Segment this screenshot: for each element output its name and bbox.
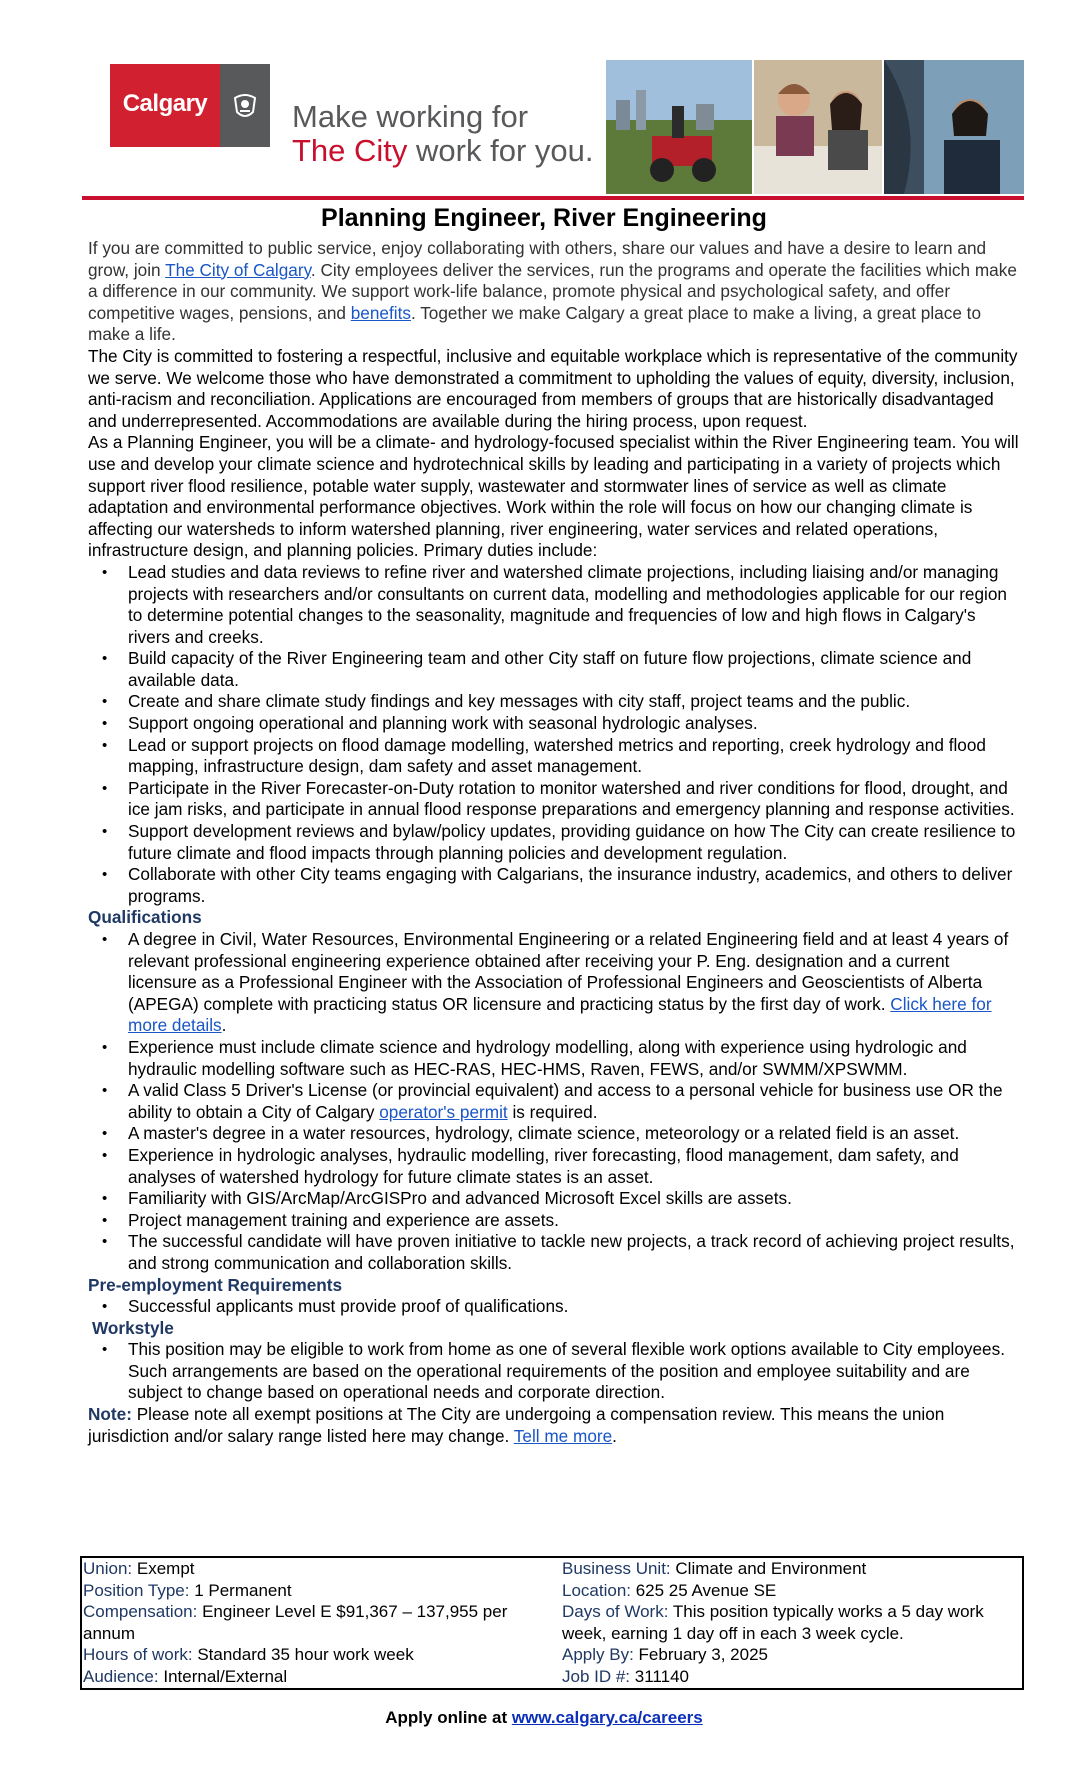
header-photos bbox=[606, 60, 1024, 194]
hours-row bbox=[83, 1644, 523, 1666]
list-item: • Participate in the River Forecaster-on-Duty rotation to monitor watershed and river conditions for flood, drought, and ice jam risks, and participate in annual flood response preparations and emergency planning and response activities. bbox=[128, 778, 1020, 821]
days-of-work-row bbox=[562, 1601, 1022, 1644]
apply-by-value: February 3, 2025 bbox=[633, 1645, 769, 1665]
apply-by-row bbox=[562, 1644, 1022, 1666]
list-item: • Project management training and experience are assets. bbox=[128, 1210, 1020, 1232]
location-row bbox=[562, 1580, 1022, 1602]
benefits-link[interactable]: benefits bbox=[350, 302, 411, 323]
q3-text: A valid Class 5 Driver's License (or provincial equivalent) and access to a personal vehicle for business use OR the ability to obtain a City of Calgary bbox=[128, 1080, 1003, 1122]
q1-end: . bbox=[221, 1015, 227, 1036]
list-item bbox=[128, 1080, 1020, 1123]
audience-value: Internal/External bbox=[158, 1666, 288, 1686]
more-details-link[interactable]: Click here for more details bbox=[128, 993, 992, 1036]
info-right-column bbox=[562, 1558, 1022, 1688]
position-type-row bbox=[83, 1580, 523, 1602]
workstyle-heading: Workstyle bbox=[92, 1317, 174, 1338]
job-id-label: Job ID #: bbox=[562, 1666, 631, 1686]
inclusion-paragraph: The City is committed to fostering a respectful, inclusive and equitable workplace which is representative of the community we serve. We welcome those who have demonstrated a commitment to upholding the values of equity, diversity, inclusion, anti-racism and reconciliation. Applications are encouraged from members of groups that are historically disadvantaged and underrepresented. Accommodations are available during the hiring process, upon request. bbox=[88, 345, 1018, 431]
job-id-row bbox=[562, 1666, 1022, 1688]
info-left-column bbox=[83, 1558, 523, 1688]
logo-text: Calgary bbox=[122, 90, 208, 117]
list-item: • Support ongoing operational and planning work with seasonal hydrologic analyses. bbox=[128, 713, 1020, 735]
city-of-calgary-link[interactable]: The City of Calgary bbox=[165, 259, 311, 280]
hours-value: Standard 35 hour work week bbox=[192, 1645, 414, 1665]
intro-text-b: . City employees deliver the services, run the programs and operate the facilities which make a difference in our community. We support work-life balance, promote physical and psychological safety, and offer competitive wages, pensions, and bbox=[88, 259, 1017, 323]
calgary-logo[interactable] bbox=[110, 64, 220, 147]
days-of-work-label: Days of Work: bbox=[562, 1602, 669, 1622]
tell-me-more-link[interactable]: Tell me more bbox=[513, 1425, 613, 1446]
pre-employment-list bbox=[88, 1296, 1020, 1318]
photo-transit-driver bbox=[884, 60, 1024, 194]
duties-list bbox=[88, 562, 1020, 908]
tagline-line1: Make working for bbox=[292, 99, 529, 134]
audience-label: Audience: bbox=[83, 1666, 159, 1686]
intro-text-c: . Together we make Calgary a great place to make a living, a great place to make a life. bbox=[88, 302, 982, 345]
apply-online-footer bbox=[0, 1708, 1088, 1728]
list-item: • Collaborate with other City teams engaging with Calgarians, the insurance industry, academics, and others to deliver programs. bbox=[128, 864, 1020, 907]
pre-employment-heading: Pre-employment Requirements bbox=[88, 1274, 343, 1295]
compensation-label: Compensation: bbox=[83, 1602, 198, 1622]
role-description-paragraph: As a Planning Engineer, you will be a climate- and hydrology-focused specialist within the River Engineering team. You will use and develop your climate science and hydrotechnical skills by leading and participating in a variety of projects which support river flood resilience, potable water supply, wastewater and stormwater lines of service as well as climate adaptation and environmental performance objectives. Work within the role will focus on how our changing climate is affecting our watersheds to inform watershed planning, river engineering, water services and related operations, infrastructure design, and planning policies. Primary duties include: bbox=[88, 432, 1019, 561]
city-crest-icon bbox=[232, 92, 258, 120]
list-item: • Support development reviews and bylaw/policy updates, providing guidance on how The City can create resilience to future climate and flood impacts through planning policies and development regulation. bbox=[128, 821, 1020, 864]
header-tagline bbox=[292, 100, 593, 168]
list-item: • Successful applicants must provide proof of qualifications. bbox=[128, 1296, 1020, 1318]
list-item: • Experience must include climate science and hydrology modelling, along with experience using hydrologic and hydraulic modelling software such as HEC-RAS, HEC-HMS, Raven, FEWS, and/or SWMM/XPSWMM. bbox=[128, 1037, 1020, 1080]
list-item: • Lead or support projects on flood damage modelling, watershed metrics and reporting, creek hydrology and flood mapping, infrastructure design, dam safety and asset management. bbox=[128, 735, 1020, 778]
list-item: • A master's degree in a water resources, hydrology, climate science, meteorology or a related field is an asset. bbox=[128, 1123, 1020, 1145]
qualifications-heading: Qualifications bbox=[88, 907, 202, 928]
q1-text: A degree in Civil, Water Resources, Environmental Engineering or a related Engineering field and at least 4 years of relevant professional engineering experience obtained after receiving your P. Eng. designation and a current licensure as a Professional Engineer with the Association of Professional Engineers and Geoscientists of Alberta (APEGA) complete with practicing status OR licensure and practicing status by the first day of work. bbox=[128, 929, 1009, 1014]
union-row bbox=[83, 1558, 523, 1580]
careers-link[interactable]: www.calgary.ca/careers bbox=[511, 1708, 703, 1727]
union-label: Union: bbox=[83, 1559, 133, 1578]
tagline-line2 bbox=[292, 134, 593, 168]
intro-text-a: If you are committed to public service, enjoy collaborating with others, share our values and have a desire to learn and grow, join bbox=[88, 238, 987, 280]
q3-end: is required. bbox=[507, 1101, 598, 1122]
tagline-city: The City bbox=[292, 133, 408, 168]
photo-office-workers bbox=[754, 60, 882, 194]
page-title: Planning Engineer, River Engineering bbox=[321, 204, 767, 232]
business-unit-label: Business Unit: bbox=[562, 1559, 671, 1578]
hours-label: Hours of work: bbox=[83, 1645, 193, 1665]
location-label: Location: bbox=[562, 1580, 631, 1600]
logo-crest-panel bbox=[220, 64, 270, 147]
operators-permit-link[interactable]: operator's permit bbox=[379, 1101, 508, 1122]
note-paragraph bbox=[88, 1404, 1020, 1447]
position-type-value: 1 Permanent bbox=[189, 1580, 292, 1600]
workstyle-list bbox=[88, 1339, 1020, 1404]
compensation-value: Engineer Level E $91,367 – 137,955 per annum bbox=[83, 1602, 508, 1643]
compensation-row bbox=[83, 1601, 523, 1644]
apply-online-text: Apply online at bbox=[385, 1708, 512, 1727]
tagline-rest: work for you. bbox=[407, 133, 594, 168]
list-item: • Lead studies and data reviews to refine river and watershed climate projections, including liaising and/or managing projects with researchers and/or consultants on current data, modelling and methodologies applicable for our region to determine potential changes to the seasonality, magnitude and frequencies of low and high flows in Calgary's rivers and creeks. bbox=[128, 562, 1020, 648]
list-item: • The successful candidate will have proven initiative to tackle new projects, a track record of achieving project results, and strong communication and collaboration skills. bbox=[128, 1231, 1020, 1274]
days-of-work-value: This position typically works a 5 day work week, earning 1 day off in each 3 week cycle. bbox=[562, 1602, 984, 1643]
list-item: • Build capacity of the River Engineering team and other City staff on future flow projections, climate science and available data. bbox=[128, 648, 1020, 691]
business-unit-row bbox=[562, 1558, 1022, 1580]
job-posting-body bbox=[88, 238, 1020, 1447]
header-banner bbox=[82, 60, 1022, 200]
qualifications-list bbox=[88, 929, 1020, 1275]
union-value: Exempt bbox=[132, 1559, 195, 1578]
intro-paragraph bbox=[88, 238, 1020, 346]
business-unit-value: Climate and Environment bbox=[670, 1559, 867, 1578]
photo-landscape-mower bbox=[606, 60, 752, 194]
note-label: Note: bbox=[88, 1404, 132, 1425]
list-item: • Create and share climate study findings and key messages with city staff, project teams and the public. bbox=[128, 691, 1020, 713]
apply-by-label: Apply By: bbox=[562, 1645, 634, 1665]
list-item bbox=[128, 929, 1020, 1037]
position-type-label: Position Type: bbox=[83, 1580, 190, 1600]
audience-row bbox=[83, 1666, 523, 1688]
note-text: Please note all exempt positions at The City are undergoing a compensation review. This means the union jurisdiction and/or salary range listed here may change. bbox=[88, 1404, 945, 1446]
job-id-value: 311140 bbox=[630, 1666, 689, 1686]
header-divider bbox=[82, 196, 1024, 200]
note-end: . bbox=[612, 1425, 617, 1446]
list-item: • Experience in hydrologic analyses, hydraulic modelling, river forecasting, flood management, dam safety, and analyses of watershed hydrology for future climate states is an asset. bbox=[128, 1145, 1020, 1188]
location-value: 625 25 Avenue SE bbox=[631, 1580, 777, 1600]
list-item: • Familiarity with GIS/ArcMap/ArcGISPro and advanced Microsoft Excel skills are assets. bbox=[128, 1188, 1020, 1210]
list-item: • This position may be eligible to work from home as one of several flexible work options available to City employees. Such arrangements are based on the operational requirements of the position and employee suitability and are subject to change based on operational needs and corporate direction. bbox=[128, 1339, 1020, 1404]
job-info-box bbox=[80, 1556, 1024, 1690]
